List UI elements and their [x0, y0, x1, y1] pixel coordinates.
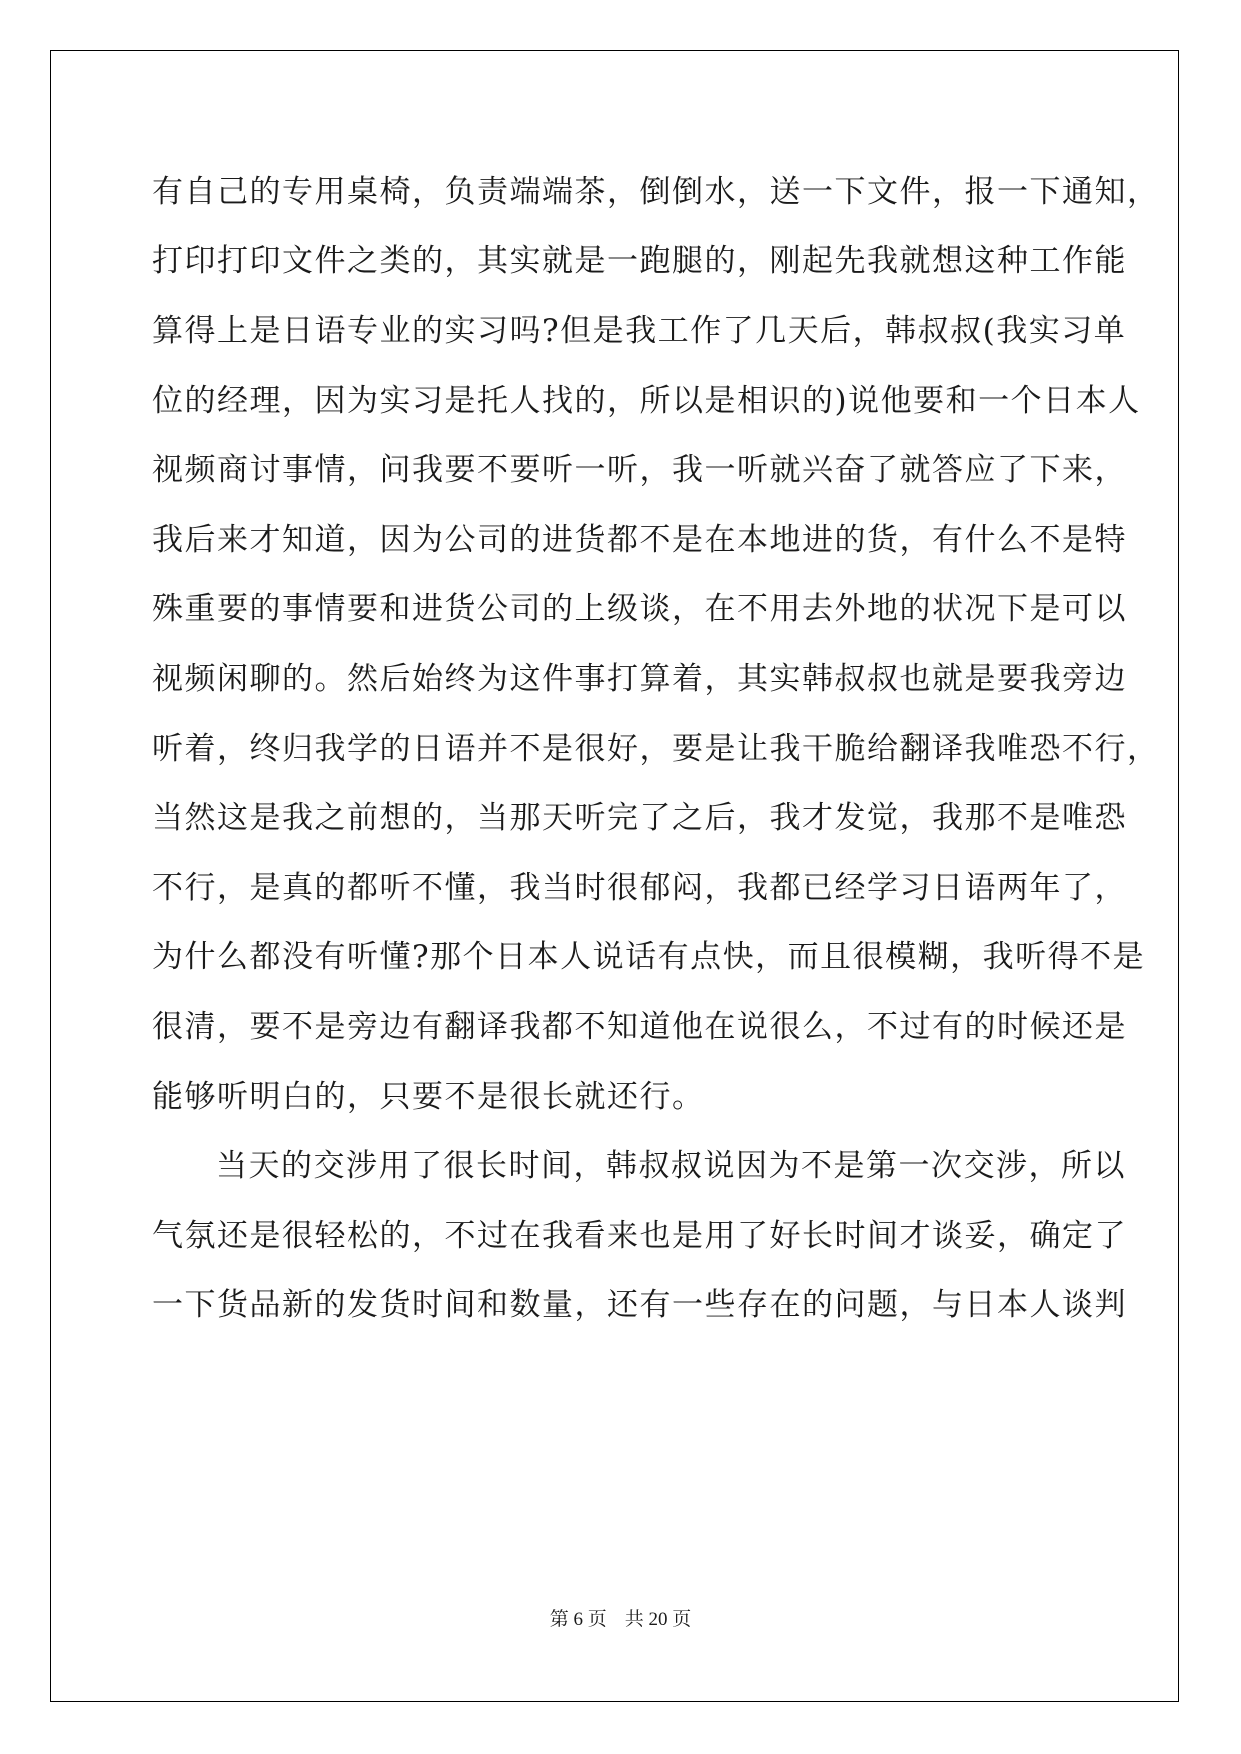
text-line: 算得上是日语专业的实习吗?但是我工作了几天后，韩叔叔(我实习单: [152, 313, 1127, 349]
text-line: 一下货品新的发货时间和数量，还有一些存在的问题，与日本人谈判: [152, 1287, 1127, 1323]
text-line: 位的经理，因为实习是托人找的，所以是相识的)说他要和一个日本人: [152, 383, 1141, 419]
text-line: 不行，是真的都听不懂，我当时很郁闷，我都已经学习日语两年了，: [152, 870, 1127, 906]
text-line: 视频闲聊的。然后始终为这件事打算着，其实韩叔叔也就是要我旁边: [152, 661, 1127, 697]
text-line: 当然这是我之前想的，当那天听完了之后，我才发觉，我那不是唯恐: [152, 800, 1127, 836]
text-line: 听着，终归我学的日语并不是很好，要是让我干脆给翻译我唯恐不行，: [152, 731, 1160, 767]
text-line: 我后来才知道，因为公司的进货都不是在本地进的货，有什么不是特: [152, 522, 1127, 558]
page-footer: [0, 1608, 1241, 1632]
text-line: 视频商讨事情，问我要不要听一听，我一听就兴奋了就答应了下来，: [152, 452, 1127, 488]
text-line: 气氛还是很轻松的，不过在我看来也是用了好长时间才谈妥，确定了: [152, 1218, 1127, 1254]
text-line: 为什么都没有听懂?那个日本人说话有点快，而且很模糊，我听得不是: [152, 939, 1146, 975]
text-line: 能够听明白的，只要不是很长就还行。: [152, 1079, 705, 1115]
text-line: 有自己的专用桌椅，负责端端茶，倒倒水，送一下文件，报一下通知，: [152, 174, 1160, 210]
page-total: 共 20 页: [624, 1609, 692, 1630]
text-line: 打印打印文件之类的，其实就是一跑腿的，刚起先我就想这种工作能: [152, 243, 1127, 279]
text-line: 很清，要不是旁边有翻译我都不知道他在说很么，不过有的时候还是: [152, 1009, 1127, 1045]
paragraph-first-line: 当天的交涉用了很长时间，韩叔叔说因为不是第一次交涉，所以: [216, 1148, 1126, 1184]
page-number: 第 6 页: [549, 1609, 607, 1630]
text-line: 殊重要的事情要和进货公司的上级谈，在不用去外地的状况下是可以: [152, 591, 1127, 627]
